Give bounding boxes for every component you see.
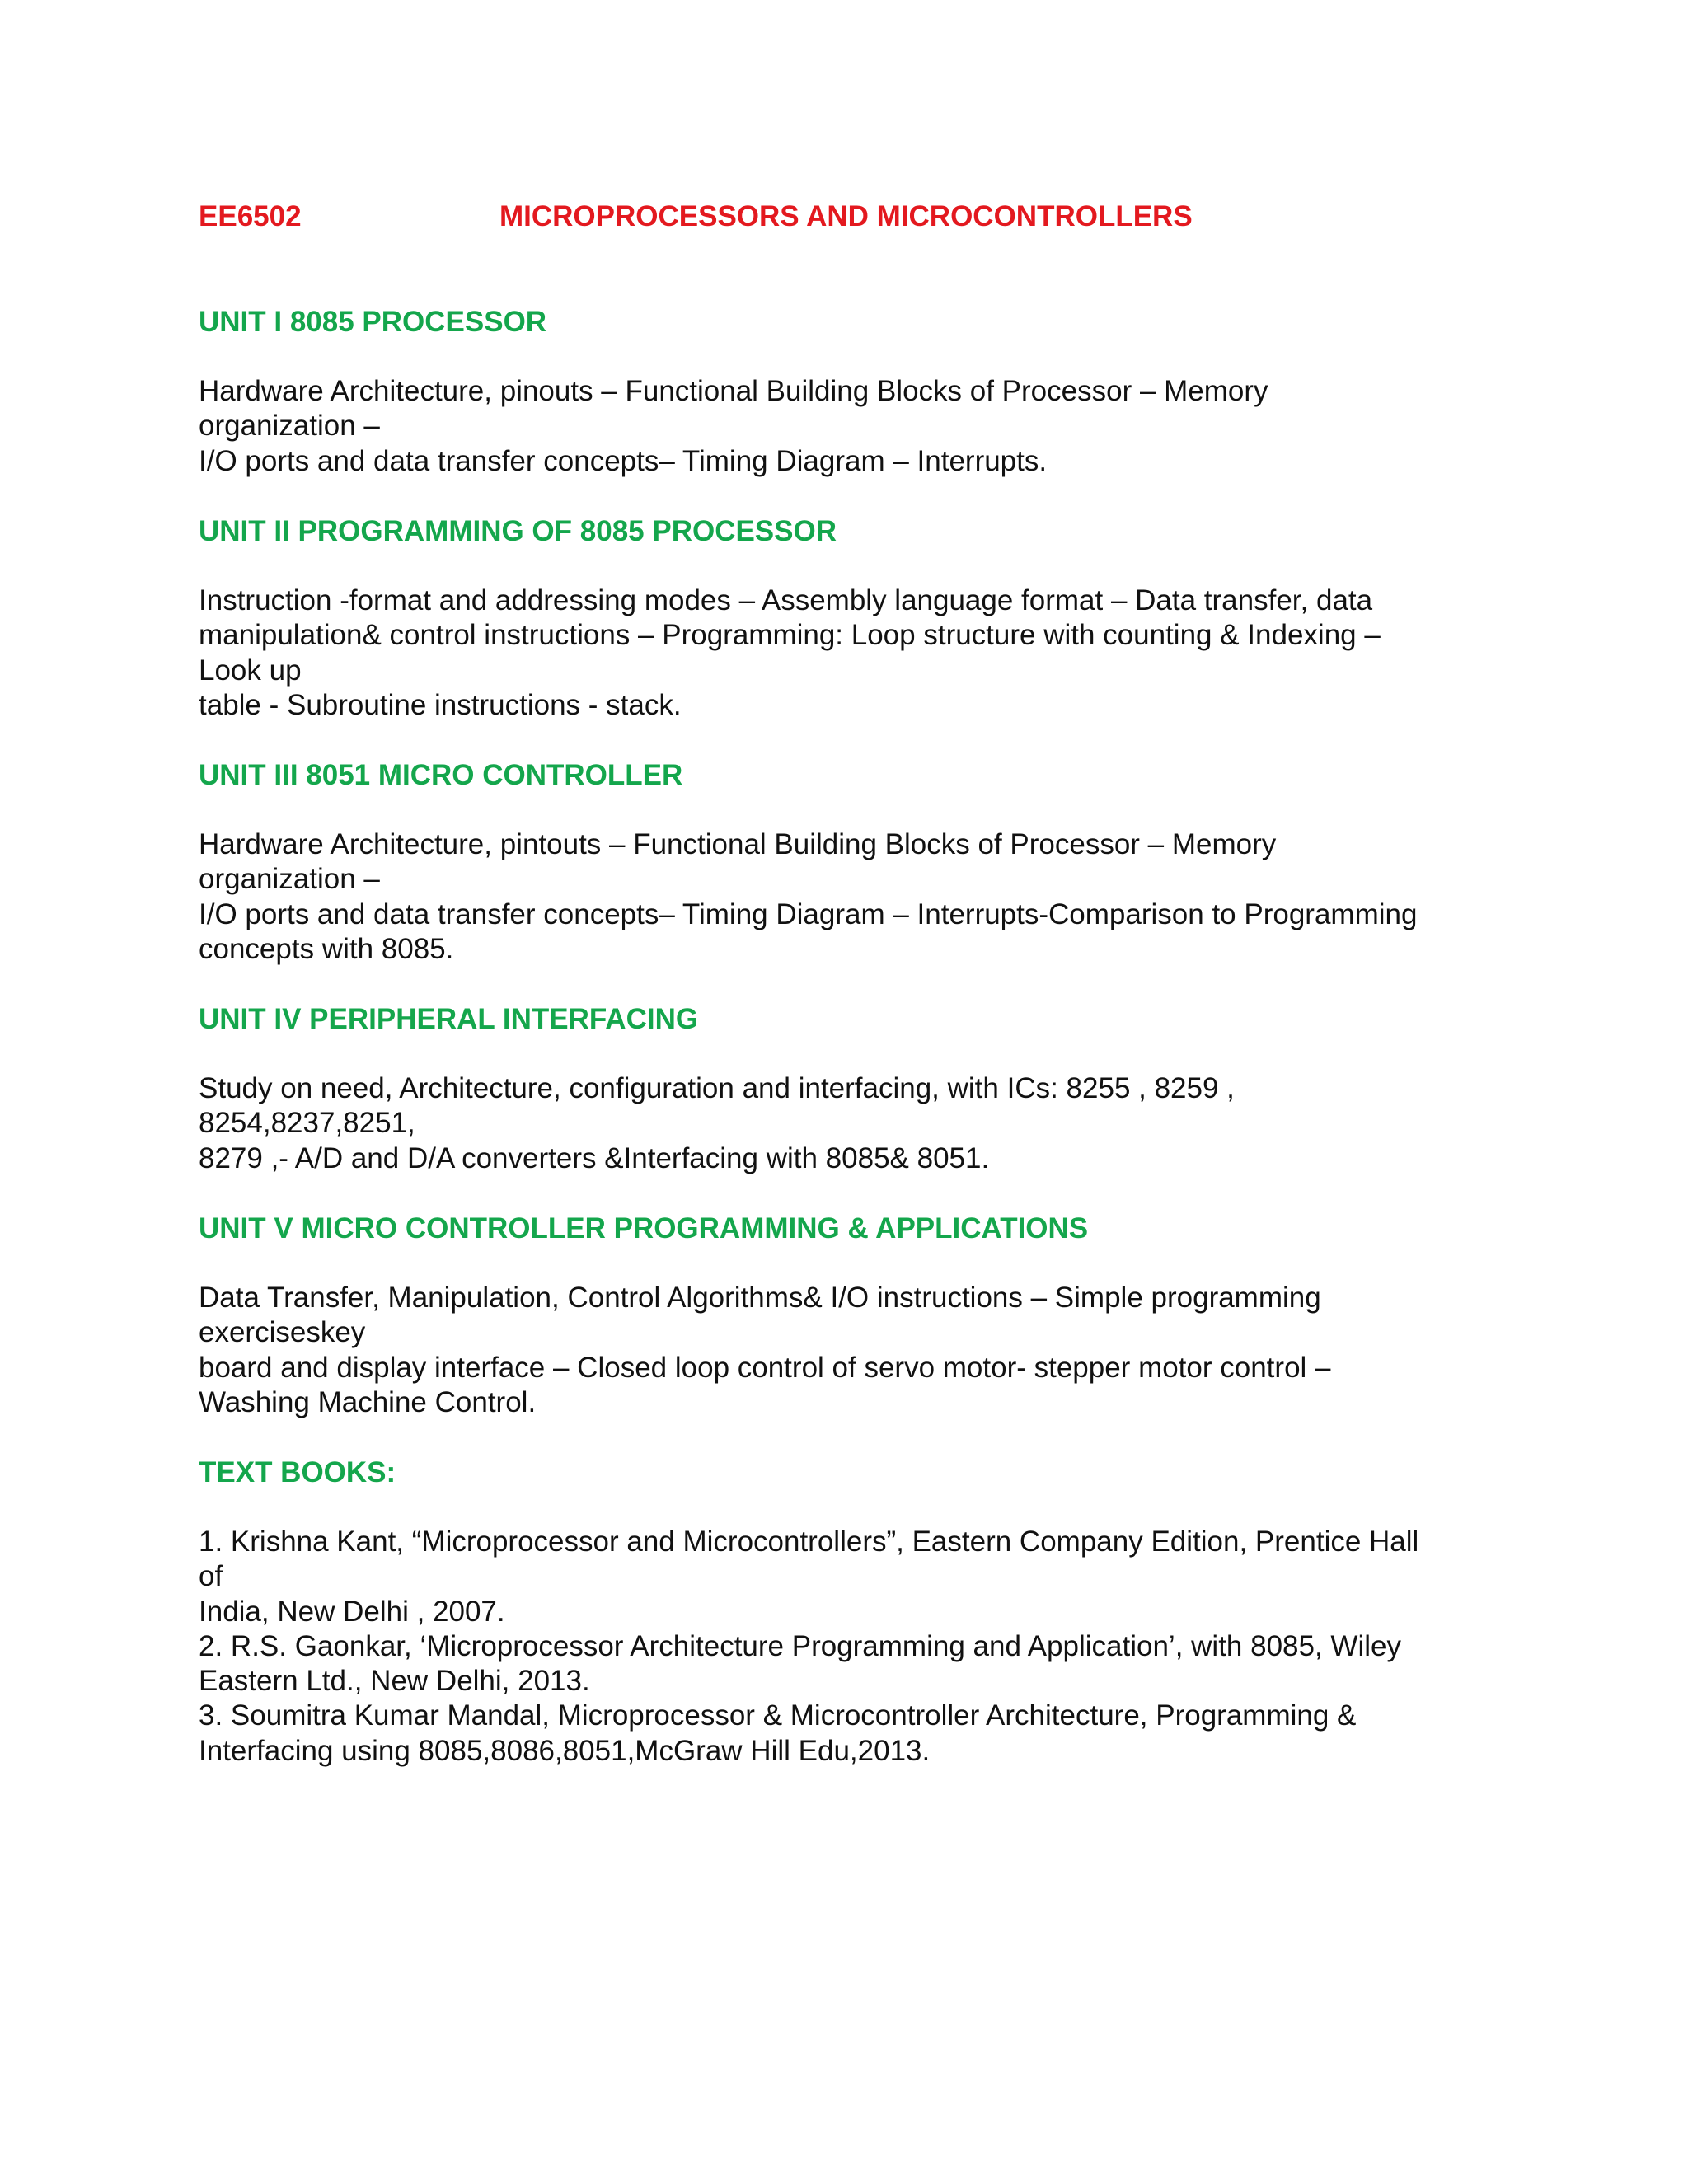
document-title-row [199, 200, 1600, 237]
unit-4-heading: UNIT IV PERIPHERAL INTERFACING [199, 1003, 699, 1035]
unit-5-line: Data Transfer, Manipulation, Control Algorithms& I/O instructions – Simple programming [199, 1282, 1321, 1314]
unit-1-section [199, 304, 1517, 479]
unit-2-section [199, 513, 1517, 723]
unit-4-line: Study on need, Architecture, configuration and interfacing, with ICs: 8255 , 8259 , [199, 1072, 1235, 1104]
unit-1-description [199, 374, 1517, 479]
unit-4-line: 8279 ,- A/D and D/A converters &Interfacing with 8085& 8051. [199, 1141, 990, 1174]
unit-1-line: I/O ports and data transfer concepts– Timing Diagram – Interrupts. [199, 444, 1048, 477]
unit-2-line: table - Subroutine instructions - stack. [199, 688, 682, 721]
unit-2-line: Look up [199, 654, 302, 687]
course-title: MICROPROCESSORS AND MICROCONTROLLERS [499, 200, 1193, 232]
unit-5-description [199, 1281, 1517, 1420]
unit-3-heading: UNIT III 8051 MICRO CONTROLLER [199, 759, 683, 791]
text-book-line: India, New Delhi , 2007. [199, 1595, 505, 1628]
unit-1-heading: UNIT I 8085 PROCESSOR [199, 306, 547, 338]
unit-4-description [199, 1071, 1517, 1176]
text-books-section [199, 1455, 1517, 1769]
unit-2-heading: UNIT II PROGRAMMING OF 8085 PROCESSOR [199, 515, 837, 547]
unit-3-section [199, 757, 1517, 967]
unit-2-description [199, 583, 1517, 723]
unit-3-line: Hardware Architecture, pintouts – Functional Building Blocks of Processor – Memory [199, 828, 1277, 860]
unit-5-heading: UNIT V MICRO CONTROLLER PROGRAMMING & APPLICATIONS [199, 1212, 1089, 1244]
text-books-heading: TEXT BOOKS: [199, 1456, 396, 1488]
text-books-list [199, 1525, 1517, 1769]
unit-3-line: organization – [199, 863, 380, 896]
unit-1-line: Hardware Architecture, pinouts – Functional Building Blocks of Processor – Memory [199, 375, 1268, 407]
unit-2-line: Instruction -format and addressing modes – Assembly language format – Data transfer, data [199, 584, 1373, 616]
unit-3-line: concepts with 8085. [199, 932, 454, 965]
unit-1-line: organization – [199, 410, 380, 443]
course-code: EE6502 [199, 200, 302, 232]
unit-4-line: 8254,8237,8251, [199, 1107, 415, 1140]
unit-2-line: manipulation& control instructions – Programming: Loop structure with counting & Indexing – [199, 619, 1381, 652]
unit-5-line: board and display interface – Closed loop control of servo motor- stepper motor control – [199, 1351, 1331, 1384]
unit-5-line: Washing Machine Control. [199, 1385, 537, 1418]
unit-5-section [199, 1211, 1517, 1420]
text-book-line: 3. Soumitra Kumar Mandal, Microprocessor & Microcontroller Architecture, Programming & [199, 1699, 1357, 1732]
unit-5-line: exerciseskey [199, 1316, 366, 1349]
text-book-line: Eastern Ltd., New Delhi, 2013. [199, 1665, 590, 1698]
unit-3-description [199, 827, 1517, 967]
text-book-line: Interfacing using 8085,8086,8051,McGraw Hill Edu,2013. [199, 1734, 931, 1767]
text-book-line: 1. Krishna Kant, “Microprocessor and Microcontrollers”, Eastern Company Edition, Prentice Hall [199, 1526, 1419, 1558]
text-book-line: 2. R.S. Gaonkar, ‘Microprocessor Architecture Programming and Application’, with 8085, Wiley [199, 1629, 1401, 1662]
unit-3-line: I/O ports and data transfer concepts– Timing Diagram – Interrupts-Comparison to Programming [199, 898, 1418, 930]
text-book-line: of [199, 1560, 223, 1593]
unit-4-section [199, 1001, 1517, 1176]
